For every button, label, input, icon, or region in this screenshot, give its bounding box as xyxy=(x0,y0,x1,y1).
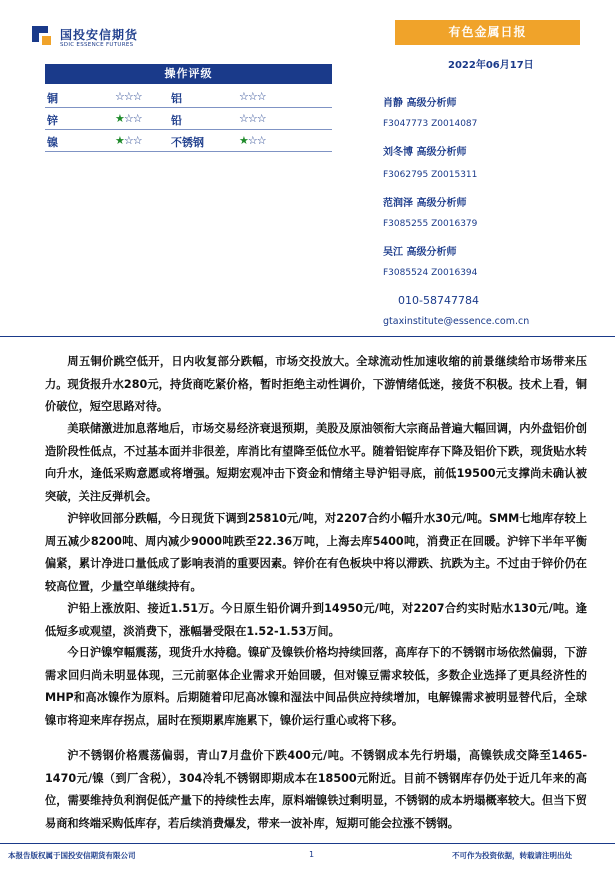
star-empty-icon: ☆ xyxy=(132,134,142,147)
analyst-id: F3062795 Z0015311 xyxy=(383,170,478,180)
metal-label: 镍 xyxy=(47,136,58,149)
header-divider xyxy=(0,336,615,337)
star-empty-icon: ☆ xyxy=(132,112,142,125)
analyst-name: 吴江 高级分析师 xyxy=(383,247,457,258)
star-empty-icon: ☆ xyxy=(123,134,133,147)
star-rating xyxy=(239,112,266,125)
star-rating xyxy=(115,134,142,147)
rating-row xyxy=(45,130,332,152)
star-empty-icon: ☆ xyxy=(256,112,266,125)
zinc-commentary: 沪锌收回部分跌幅，今日现货下调到25810元/吨，对2207合约小幅升水30元/吨。SMM七地库存较上周五减少8200吨、周内减少9000吨跌至22.36万吨，上海去库5400吨，消费正在回暖。沪锌下半年平衡偏紧，累计净进口量低成了影响表消的重要因素。锌价在有色板块中将以滞跌、抗跌为主。不过由于锌价仍在较高位置，少量空单继续持有。 xyxy=(45,512,587,594)
star-empty-icon: ☆ xyxy=(239,112,248,125)
rating-row xyxy=(45,108,332,130)
report-title: 有色金属日报 xyxy=(395,20,580,45)
contact-phone: 010-58747784 xyxy=(398,294,479,307)
analyst-name: 范润泽 高级分析师 xyxy=(383,198,467,209)
star-empty-icon: ☆ xyxy=(256,134,266,147)
footer-copyright: 本报告版权属于国投安信期货有限公司 xyxy=(8,851,136,860)
metal-label: 不锈钢 xyxy=(171,136,204,149)
company-name-en: SDIC ESSENCE FUTURES xyxy=(60,42,134,48)
analyst-id: F3085524 Z0016394 xyxy=(383,268,478,278)
metal-label: 铝 xyxy=(171,92,182,105)
copper-commentary: 周五铜价跳空低开，日内收复部分跌幅，市场交投放大。全球流动性加速收缩的前景继续给市场带来压力。现货报升水280元，持货商吃紧价格，暂时拒绝主动性调价，下游情绪低迷，接货不积极。技术上看，铜价破位，短空思路对待。 xyxy=(45,355,587,414)
contact-email[interactable]: gtaxinstitute@essence.com.cn xyxy=(383,316,530,327)
star-empty-icon: ☆ xyxy=(239,90,248,103)
aluminum-commentary: 美联储激进加息落地后，市场交易经济衰退预期，美股及原油领衔大宗商品普遍大幅回调，内外盘铝价创造阶段性低点，不过基本面并非很差，库消比有望降至低位水平。随着铝锭库存下降及铝价下跌，现货贴水转向升水，逢低采购意愿或将增强。短期宏观冲击下资金和情绪主导沪铝寻底，前低19500元支撑尚未确认被突破，关注反弹机会。 xyxy=(45,422,587,504)
star-rating xyxy=(115,112,142,125)
footer-divider xyxy=(0,843,615,844)
analyst-name: 肖静 高级分析师 xyxy=(383,98,457,109)
company-name-cn: 国投安信期货 xyxy=(60,28,139,42)
metal-label: 锌 xyxy=(47,114,58,127)
star-empty-icon: ☆ xyxy=(115,90,124,103)
star-empty-icon: ☆ xyxy=(132,90,142,103)
star-rating xyxy=(239,134,266,147)
star-empty-icon: ☆ xyxy=(256,90,266,103)
page-number: 1 xyxy=(309,850,315,859)
company-logo-icon xyxy=(32,26,54,48)
stainless-commentary: 沪不锈钢价格震荡偏弱，青山7月盘价下跌400元/吨。不锈钢成本先行坍塌，高镍铁成交降至1465-1470元/镍（到厂含税），304冷轧不锈钢即期成本在18500元附近。目前不锈钢库存仍处于近几年来的高位，需要维持负利润促低产量下的持续性去库，原料端镍铁过剩明显，不锈钢的成本坍塌概率较大。但当下贸易商和终端采购低库存，若后续消费爆发，带来一波补库，短期可能会拉涨不锈钢。 xyxy=(45,749,587,831)
rating-title: 操作评级 xyxy=(45,64,332,84)
star-empty-icon: ☆ xyxy=(247,134,257,147)
star-filled-icon: ★ xyxy=(115,112,124,125)
footer-disclaimer: 不可作为投资依据，转载请注明出处 xyxy=(452,851,572,860)
lead-commentary: 沪铅上涨放阳、接近1.51万。今日原生铅价调升到14950元/吨，对2207合约实时贴水130元/吨。逢低短多或观望，淡消费下，涨幅暑受限在1.52-1.53万间。 xyxy=(45,602,587,638)
star-filled-icon: ★ xyxy=(115,134,124,147)
metal-label: 铜 xyxy=(47,92,58,105)
nickel-commentary: 今日沪镍窄幅震荡，现货升水持稳。镍矿及镍铁价格均持续回落，高库存下的不锈钢市场依然偏弱，下游需求回归尚未明显体现，三元前驱体企业需求开始回暖，但对镍豆需求较低，多数企业选择了更具经济性的MHP和高冰镍作为原料。后期随着印尼高冰镍和湿法中间品供应持续增加，电解镍需求被明显替代后，全球镍市将迎来库存拐点，届时在预期累库施累下，镍价运行重心或将下移。 xyxy=(45,646,587,728)
analyst-name: 刘冬博 高级分析师 xyxy=(383,147,467,158)
star-empty-icon: ☆ xyxy=(247,112,257,125)
star-empty-icon: ☆ xyxy=(247,90,257,103)
star-filled-icon: ★ xyxy=(239,134,248,147)
star-empty-icon: ☆ xyxy=(123,112,133,125)
star-rating xyxy=(239,90,266,103)
rating-row xyxy=(45,86,332,108)
report-date: 2022年06月17日 xyxy=(448,60,534,71)
star-rating xyxy=(115,90,142,103)
analyst-id: F3047773 Z0014087 xyxy=(383,119,478,129)
star-empty-icon: ☆ xyxy=(123,90,133,103)
metal-label: 铅 xyxy=(171,114,182,127)
analyst-id: F3085255 Z0016379 xyxy=(383,219,478,229)
